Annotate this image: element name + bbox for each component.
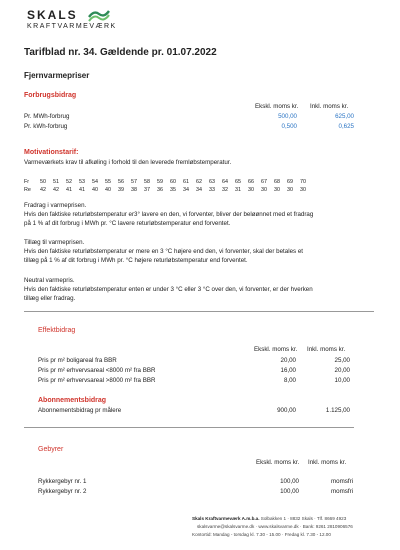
flow-temp-value: 61 [183, 179, 189, 185]
gebyrer-heading: Gebyrer [38, 446, 64, 453]
effekt-row-inkl: 25,00 [334, 357, 350, 364]
return-temp-value: 42 [40, 187, 46, 193]
return-temp-value: 40 [105, 187, 111, 193]
flow-temp-value: 50 [40, 179, 46, 185]
flow-temp-value: 65 [235, 179, 241, 185]
footer-company: Skals Kraftvarmeværk A.m.b.a. [192, 516, 260, 521]
return-temp-value: 37 [144, 187, 150, 193]
forbrug-row-label: Pr. MWh-forbrug [24, 113, 70, 120]
abonnement-inkl: 1.125,00 [325, 407, 350, 414]
gebyr-row-ekskl: 100,00 [280, 488, 299, 495]
return-temp-value: 40 [92, 187, 98, 193]
abonnement-ekskl: 900,00 [277, 407, 296, 414]
return-temp-value: 31 [235, 187, 241, 193]
return-temp-value: 30 [248, 187, 254, 193]
page-title: Tarifblad nr. 34. Gældende pr. 01.07.2022 [24, 47, 217, 58]
flow-temp-value: 63 [209, 179, 215, 185]
logo-subtitle: KRAFTVARMEVÆRK [27, 23, 117, 30]
forbrug-heading: Forbrugsbidrag [24, 92, 77, 99]
tillaeg-title: Tillæg til varmeprisen. [24, 239, 85, 246]
return-temp-value: 32 [222, 187, 228, 193]
flow-temp-label: Fr [24, 179, 30, 185]
gebyr-row-inkl: momsfri [331, 488, 353, 495]
return-temp-value: 35 [170, 187, 176, 193]
effekt-row-label: Pris pr m² erhvervsareal >8000 m² fra BBR [38, 377, 156, 384]
tillaeg-text-line2: tillæg på 1 % af dit forbrug i MWh pr. °C højere returløbstemperatur end forventet. [24, 257, 248, 264]
flow-temp-value: 57 [131, 179, 137, 185]
effekt-row-ekskl: 16,00 [280, 367, 296, 374]
effekt-row-inkl: 10,00 [334, 377, 350, 384]
fradrag-title: Fradrag i varmeprisen. [24, 202, 87, 209]
logo-wave-icon [88, 8, 110, 22]
flow-temp-value: 67 [261, 179, 267, 185]
footer-contact: skalsvarme@skalsvarme.dk · www.skalsvarme.dk · Bank: 9261 2810906576 [197, 524, 353, 529]
divider [24, 427, 354, 428]
effekt-heading: Effektbidrag [38, 327, 76, 334]
fradrag-text-line2: på 1 % af dit forbrug i MWh pr. °C lavere returløbstemperatur end forventet. [24, 220, 231, 227]
tillaeg-text-line1: Hvis den faktiske returløbstemperatur er mere en 3 °C højere end den, vi forventer, skal der betales et [24, 248, 303, 255]
flow-temp-value: 52 [66, 179, 72, 185]
forbrug-col-ekskl: Ekskl. moms kr. [255, 103, 299, 110]
effekt-row-ekskl: 20,00 [280, 357, 296, 364]
footer-address: Solbakken 1 · 8832 Skals · Tlf. 8669 4923 [260, 516, 347, 521]
fradrag-text-line1: Hvis den faktiske returløbstemperatur er3° lavere en den, vi forventer, bliver der beløønnet med et fradrag [24, 211, 314, 218]
gebyr-row-label: Rykkergebyr nr. 2 [38, 488, 87, 495]
neutral-title: Neutral varmepris. [24, 277, 75, 284]
return-temp-value: 42 [53, 187, 59, 193]
logo-name: SKALS [27, 8, 78, 22]
forbrug-row-inkl: 625,00 [335, 113, 354, 120]
effekt-row-inkl: 20,00 [334, 367, 350, 374]
flow-temp-value: 62 [196, 179, 202, 185]
neutral-text-line1: Hvis den faktiske returløbstemperatur enten er under 3 °C eller 3 °C over den, vi forventer, er der hverken [24, 286, 313, 293]
flow-temp-value: 68 [274, 179, 280, 185]
footer-hours: Kontortid: Mandag - torsdag kl. 7.30 - 15.00 · Fredag kl. 7.30 - 12.00 [192, 532, 331, 537]
flow-temp-row [24, 179, 313, 185]
flow-temp-value: 51 [53, 179, 59, 185]
gebyrer-col-inkl: Inkl. moms kr. [308, 459, 347, 466]
return-temp-value: 36 [157, 187, 163, 193]
return-temp-value: 30 [274, 187, 280, 193]
gebyr-row-label: Rykkergebyr nr. 1 [38, 478, 87, 485]
forbrug-row-ekskl: 500,00 [278, 113, 297, 120]
return-temp-value: 34 [196, 187, 202, 193]
flow-temp-value: 56 [118, 179, 124, 185]
return-temp-value: 30 [261, 187, 267, 193]
abonnement-heading: Abonnementsbidrag [38, 397, 107, 404]
return-temp-value: 41 [66, 187, 72, 193]
forbrug-row-inkl: 0,625 [338, 123, 354, 130]
page-subtitle: Fjernvarmepriser [24, 71, 90, 80]
flow-temp-value: 54 [92, 179, 98, 185]
return-temp-value: 34 [183, 187, 189, 193]
return-temp-value: 39 [118, 187, 124, 193]
neutral-text-line2: tillæg eller fradrag. [24, 295, 76, 302]
return-temp-row [24, 187, 313, 193]
forbrug-col-inkl: Inkl. moms kr. [310, 103, 349, 110]
flow-temp-value: 66 [248, 179, 254, 185]
return-temp-value: 41 [79, 187, 85, 193]
effekt-row-ekskl: 8,00 [283, 377, 296, 384]
effekt-row-label: Pris pr m² erhvervsareal <8000 m² fra BBR [38, 367, 156, 374]
flow-temp-value: 70 [300, 179, 306, 185]
effekt-col-ekskl: Ekskl. moms kr. [254, 346, 298, 353]
flow-temp-value: 58 [144, 179, 150, 185]
motivation-heading: Motivationstarif: [24, 149, 79, 156]
return-temp-value: 30 [287, 187, 293, 193]
effekt-row-label: Pris pr m² boligareal fra BBR [38, 357, 117, 364]
flow-temp-value: 55 [105, 179, 111, 185]
gebyrer-col-ekskl: Ekskl. moms kr. [256, 459, 300, 466]
gebyr-row-ekskl: 100,00 [280, 478, 299, 485]
abonnement-label: Abonnementsbidrag pr målere [38, 407, 122, 414]
return-temp-value: 38 [131, 187, 137, 193]
gebyr-row-inkl: momsfri [331, 478, 353, 485]
motivation-intro: Varmeværkets krav til afkøling i forhold til den leverede fremløbstemperatur. [24, 159, 232, 166]
return-temp-label: Re [24, 187, 31, 193]
flow-temp-value: 53 [79, 179, 85, 185]
flow-temp-value: 69 [287, 179, 293, 185]
divider [24, 311, 374, 312]
footer-line1 [192, 516, 346, 521]
flow-temp-value: 60 [170, 179, 176, 185]
return-temp-value: 30 [300, 187, 306, 193]
flow-temp-value: 64 [222, 179, 228, 185]
forbrug-row-ekskl: 0,500 [281, 123, 297, 130]
return-temp-value: 33 [209, 187, 215, 193]
effekt-col-inkl: Inkl. moms kr. [307, 346, 346, 353]
forbrug-row-label: Pr. kWh-forbrug [24, 123, 68, 130]
flow-temp-value: 59 [157, 179, 163, 185]
